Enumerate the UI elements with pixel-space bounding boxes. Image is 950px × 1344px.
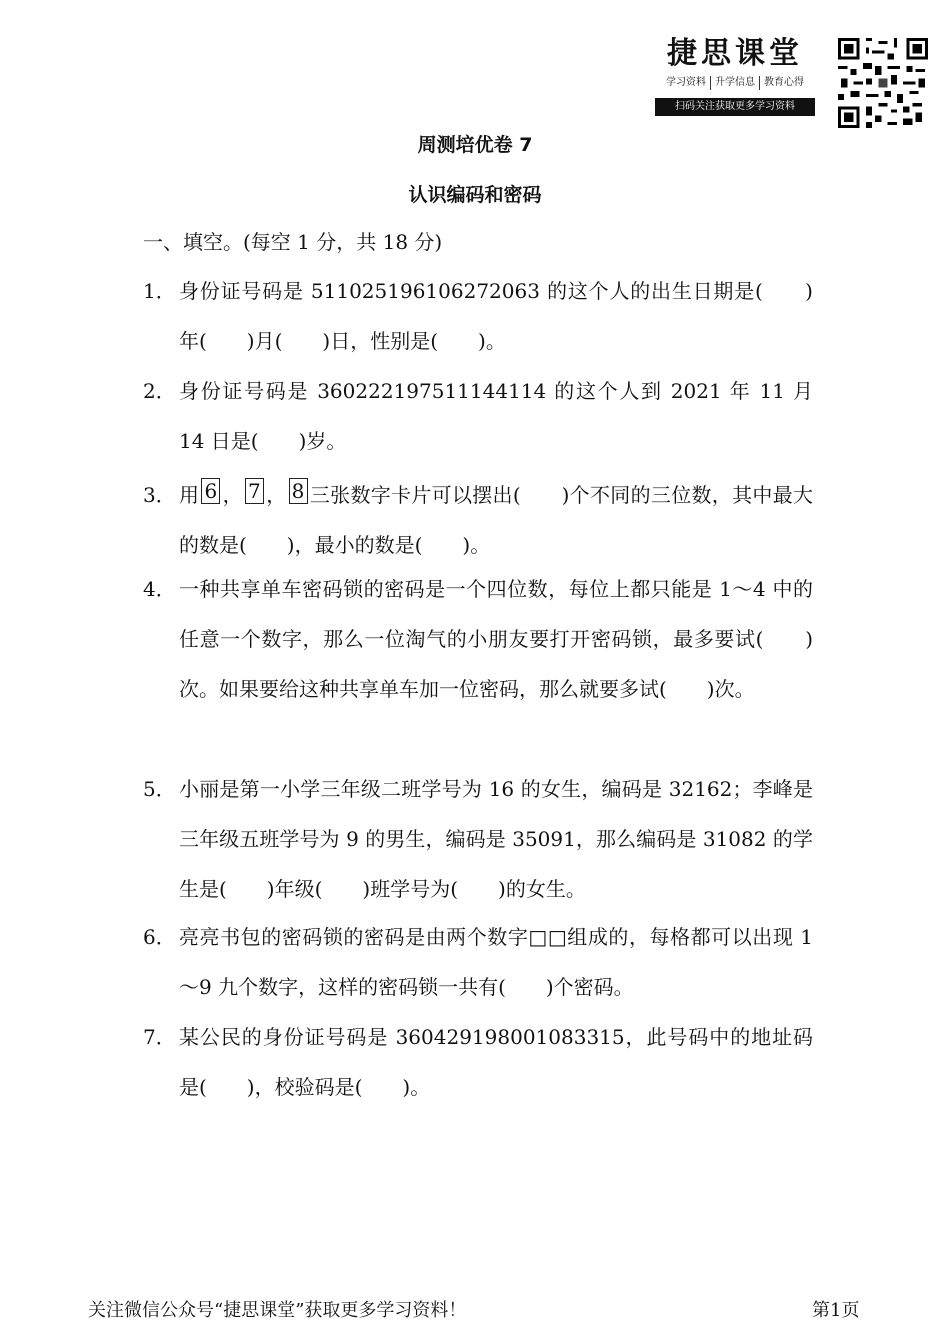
separator: ， xyxy=(265,483,287,507)
question-text: 一种共享单车密码锁的密码是一个四位数，每位上都只能是 1～4 中的任意一个数字，那么一位淘气的小朋友要打开密码锁，最多要试( )次。如果要给这种共享单车加一位密码，那么就要多试( )次。 xyxy=(179,577,813,701)
question-6 xyxy=(143,912,813,1012)
question-number: 4． xyxy=(143,577,176,601)
brand-header xyxy=(655,34,815,116)
footer-note: 关注微信公众号“捷思课堂”获取更多学习资料！ xyxy=(88,1300,467,1321)
question-text: 小丽是第一小学三年级二班学号为 16 的女生，编码是 32162；李峰是三年级五班学号为 9 的男生，编码是 35091，那么编码是 31082 的学生是( )年级( )班学号为( )的女生。 xyxy=(179,777,813,901)
question-text: 某公民的身份证号码是 360429198001083315，此号码中的地址码是( )，校验码是( )。 xyxy=(179,1025,813,1099)
qr-code-icon xyxy=(838,38,928,128)
question-number: 1． xyxy=(143,279,176,303)
question-text: 身份证号码是 511025196106272063 的这个人的出生日期是( )年( )月( )日，性别是( )。 xyxy=(179,279,813,353)
brand-tags xyxy=(655,76,815,90)
question-prefix: 用 xyxy=(179,483,200,507)
section-heading: 一、填空。(每空 1 分，共 18 分) xyxy=(143,230,443,254)
number-card: 8 xyxy=(289,478,308,504)
question-7 xyxy=(143,1012,813,1112)
question-4 xyxy=(143,564,813,714)
brand-scan-banner: 扫码关注获取更多学习资料 xyxy=(655,98,815,116)
question-number: 7． xyxy=(143,1025,176,1049)
question-2 xyxy=(143,366,813,466)
page-number: 第1页 xyxy=(812,1300,860,1321)
question-text: 三张数字卡片可以摆出( )个不同的三位数，其中最大的数是( )，最小的数是( )。 xyxy=(179,483,814,557)
question-body xyxy=(179,470,813,570)
question-text: 身份证号码是 360222197511144114 的这个人到 2021 年 11 月 14 日是( )岁。 xyxy=(179,379,813,453)
question-1 xyxy=(143,266,813,366)
brand-tag: 升学信息 xyxy=(711,76,760,90)
brand-tag: 教育心得 xyxy=(764,77,804,88)
question-5 xyxy=(143,764,813,914)
brand-logo: 捷思课堂 xyxy=(667,36,803,71)
question-number: 2． xyxy=(143,379,176,403)
page-title: 周测培优卷 7 xyxy=(417,134,533,156)
brand-tag: 学习资料 xyxy=(662,76,711,90)
question-3 xyxy=(143,470,813,570)
question-number: 6． xyxy=(143,925,176,949)
question-number: 5． xyxy=(143,777,176,801)
question-text: 亮亮书包的密码锁的密码是由两个数字□□组成的，每格都可以出现 1～9 九个数字，这样的密码锁一共有( )个密码。 xyxy=(179,925,813,999)
number-card: 7 xyxy=(245,478,264,504)
number-card: 6 xyxy=(201,478,220,504)
page-subtitle: 认识编码和密码 xyxy=(408,184,542,206)
question-number: 3． xyxy=(143,483,176,507)
separator: ， xyxy=(222,483,243,507)
